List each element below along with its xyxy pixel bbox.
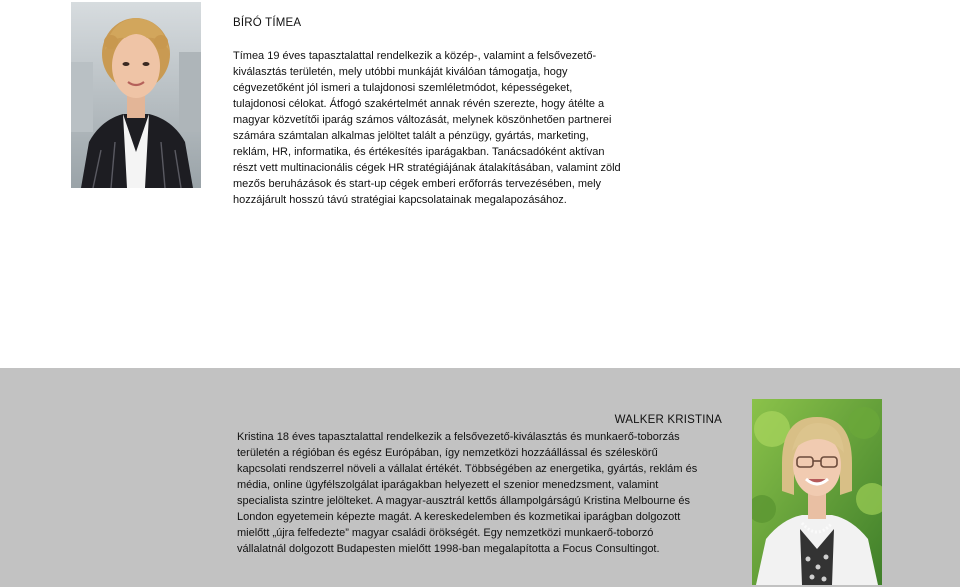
bio-line: tulajdonosi célokat. Átfogó szakértelmét annak révén szerezte, hogy átélte a [233, 98, 605, 110]
bio-line: területén a régióban és egész Európában, így nemzetközi hozzáállással és széleskörű [237, 447, 658, 459]
bio-line: hozzájárult hosszú távú stratégiai kapcsolatainak megalapozásához. [233, 194, 567, 206]
bio-line: média, online ügyfélszolgálat iparágakban helyezett el szenior menedzsment, valamint [237, 479, 659, 491]
bio-line: London egyetemein képezte magát. A kereskedelemben és kozmetikai iparágban dolgozott [237, 511, 681, 523]
bio-line: vállalatnál dolgozott Budapesten mielőtt 1998-ban megalapította a Focus Consultingot. [237, 543, 660, 555]
bio-line: Kristina 18 éves tapasztalattal rendelkezik a felsővezető-kiválasztás és munkaerő-toborzás [237, 431, 680, 443]
portrait-photo-icon [71, 2, 201, 188]
profile-name: WALKER KRISTINA [614, 414, 722, 426]
bio-line: kiválasztás területén, mely utóbbi munkáját kiválóan támogatja, hogy [233, 66, 568, 78]
bio-line: magyar közvetítői iparág számos változását, melynek köszönhetően partnerei [233, 114, 612, 126]
profile-bio [233, 48, 637, 208]
bio-line: részt vett multinacionális cégek HR stratégiájának átalakításában, valamint zöld [233, 162, 621, 174]
profile-name: BÍRÓ TÍMEA [233, 17, 302, 29]
bio-line: mielőtt „újra felfedezte” magyar családi örökségét. Egy nemzetközi munkaerő-toborzó [237, 527, 654, 539]
walker-kristina-photo [752, 399, 882, 585]
bio-line: cégvezetőként jól ismeri a tulajdonosi szemléletmódot, képességeket, [233, 82, 573, 94]
bio-line: specialista szintre jelölteket. A magyar-ausztrál kettős állampolgárságú Kristina Melbourne és [237, 495, 691, 507]
profile-bio [237, 429, 722, 557]
bio-line: kapcsolati rendszerrel növeli a vállalat értékét. Többségében az energetika, gyártás, reklám és [237, 463, 698, 475]
portrait-photo-icon [752, 399, 882, 585]
bio-line: számára számtalan alkalmas jelöltet talált a pénzügy, gyártás, marketing, [233, 130, 589, 142]
bio-line: mezős beruházások és start-up cégek emberi erőforrás tervezésében, mely [233, 178, 602, 190]
biro-timea-photo [71, 2, 201, 188]
bio-line: Tímea 19 éves tapasztalattal rendelkezik a közép-, valamint a felsővezető- [233, 50, 597, 62]
bio-line: reklám, HR, informatika, és értékesítés iparágakban. Tanácsadóként aktívan [233, 146, 605, 158]
